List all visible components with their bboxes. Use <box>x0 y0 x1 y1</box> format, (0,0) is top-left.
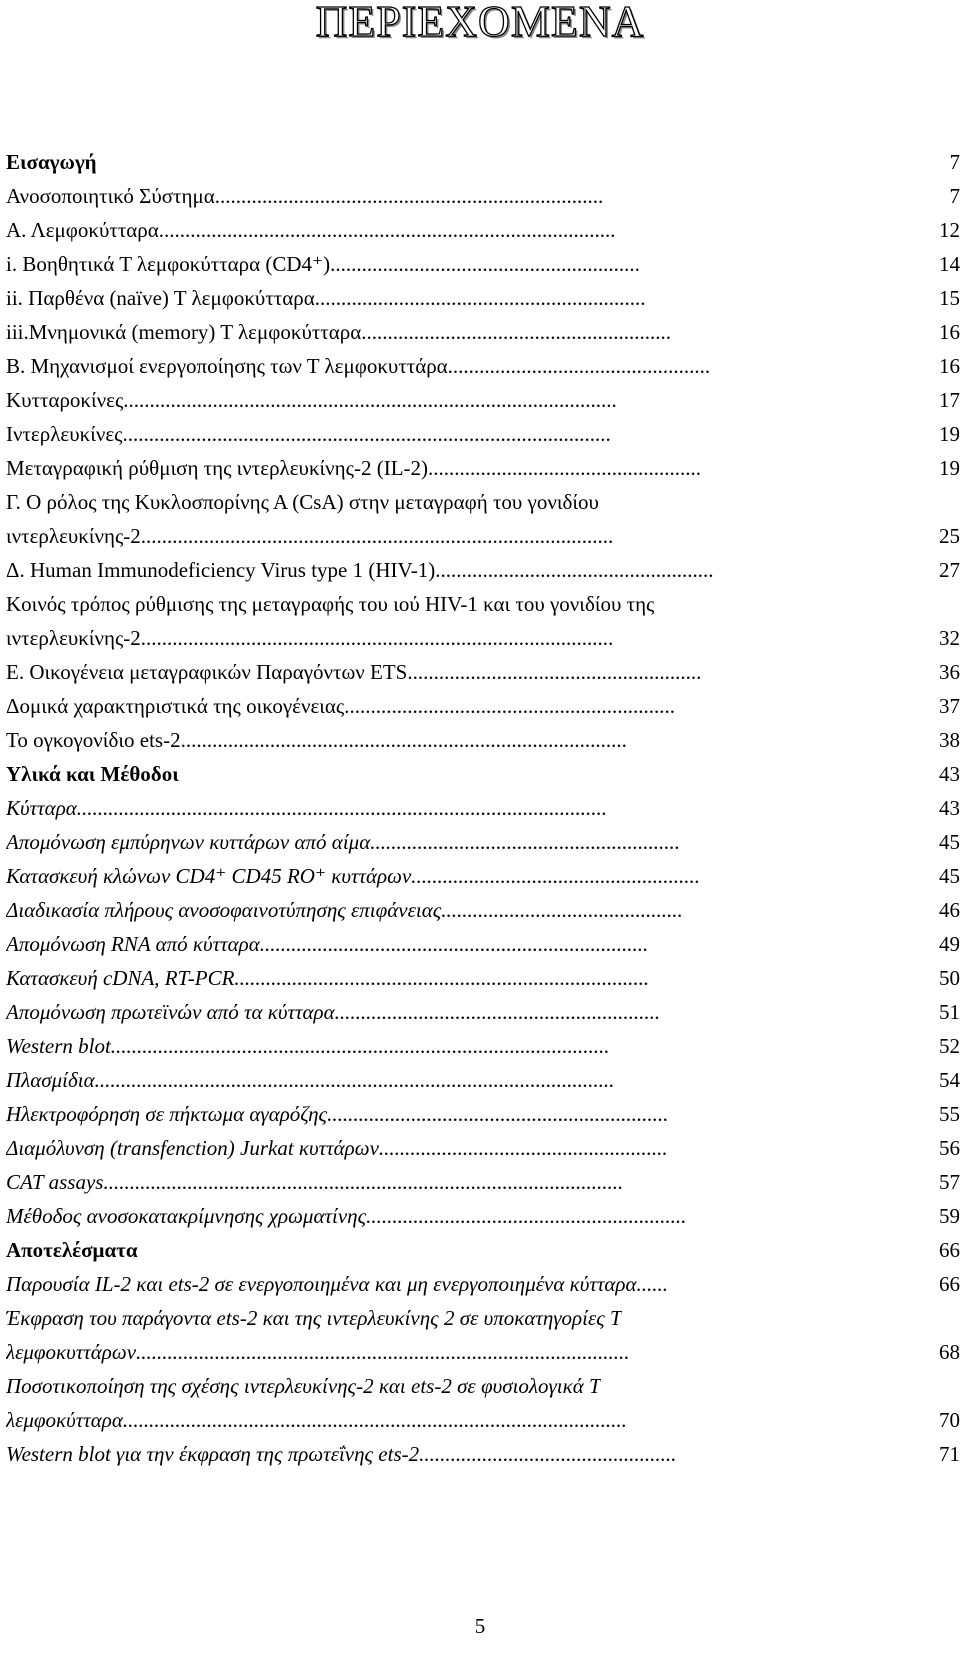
toc-entry-title: Απομόνωση RNA από κύτταρα.......................................................................... <box>6 932 649 956</box>
toc-entry-page: 17 <box>939 388 960 412</box>
toc-entry <box>6 1233 960 1267</box>
toc-entry-page: 45 <box>939 830 960 854</box>
toc-entry <box>6 451 960 485</box>
toc-entry-title: ιντερλευκίνης-2.......................................................................................... <box>6 626 614 650</box>
toc-entry-title: Κατασκευή cDNA, RT-PCR............................................................................... <box>6 966 650 990</box>
toc-entry <box>6 349 960 383</box>
toc-entry-page: 51 <box>939 1000 960 1024</box>
toc-entry <box>6 1063 960 1097</box>
page-number: 5 <box>474 1614 486 1638</box>
toc-entry-page: 43 <box>939 762 960 786</box>
toc-entry-page: 36 <box>939 660 960 684</box>
toc-entry <box>6 825 960 859</box>
toc-entry-page: 25 <box>939 524 960 548</box>
toc-entry <box>6 1165 960 1199</box>
toc-entry <box>6 179 960 213</box>
toc-entry <box>6 417 960 451</box>
toc-entry-title: ιντερλευκίνης-2.......................................................................................... <box>6 524 614 548</box>
toc-entry-title: Δ. Human Immunodeficiency Virus type 1 (HIV-1)..................................................... <box>6 558 714 582</box>
toc-entry <box>6 1301 960 1335</box>
toc-entry <box>6 1267 960 1301</box>
toc-entry-title: Κατασκευή κλώνων CD4⁺ CD45 RO⁺ κυττάρων....................................................... <box>6 864 701 888</box>
toc-entry-page: 27 <box>939 558 960 582</box>
toc-entry <box>6 791 960 825</box>
toc-entry-title: Διαμόλυνση (transfenction) Jurkat κυττάρων....................................................... <box>6 1136 668 1160</box>
toc-entry-page: 19 <box>939 422 960 446</box>
toc-entry-page: 49 <box>939 932 960 956</box>
toc-entry-page: 46 <box>939 898 960 922</box>
toc-entry <box>6 893 960 927</box>
toc-entry <box>6 1097 960 1131</box>
toc-entry-title: Εισαγωγή <box>6 150 97 174</box>
toc-entry-title: λεμφοκύτταρα................................................................................................ <box>6 1408 627 1432</box>
toc-entry <box>6 1199 960 1233</box>
toc-entry <box>6 519 960 553</box>
toc-entry-title: Το ογκογονίδιο ets-2..................................................................................... <box>6 728 627 752</box>
toc-entry <box>6 961 960 995</box>
toc-entry-page: 66 <box>939 1238 960 1262</box>
toc-entry <box>6 247 960 281</box>
toc-entry-title: i. Βοηθητικά Τ λεμφοκύτταρα (CD4⁺)........................................................... <box>6 252 640 276</box>
toc-entry-page: 14 <box>939 252 960 276</box>
toc-entry-page: 19 <box>939 456 960 480</box>
toc-entry <box>6 281 960 315</box>
toc-entry-title: Κύτταρα..................................................................................................... <box>6 796 608 820</box>
toc-entry-page: 43 <box>939 796 960 820</box>
toc-entry-title: Υλικά και Μέθοδοι <box>6 762 179 786</box>
toc-entry-title: Διαδικασία πλήρους ανοσοφαινοτύπησης επιφάνειας.............................................. <box>6 898 683 922</box>
toc-entry-title: ii. Παρθένα (naïve) Τ λεμφοκύτταρα............................................................... <box>6 286 646 310</box>
toc-entry-page: 12 <box>939 218 960 242</box>
toc-entry-page: 70 <box>939 1408 960 1432</box>
toc-entry-title: Δομικά χαρακτηριστικά της οικογένειας............................................................... <box>6 694 675 718</box>
toc-entry <box>6 315 960 349</box>
toc-entry <box>6 213 960 247</box>
toc-entry-title: Μέθοδος ανοσοκατακρίμνησης χρωματίνης............................................................. <box>6 1204 687 1228</box>
toc-entry-page: 7 <box>949 184 960 208</box>
toc-entry <box>6 485 960 519</box>
toc-entry <box>6 383 960 417</box>
toc-entry-title: Ε. Οικογένεια μεταγραφικών Παραγόντων ETS........................................................ <box>6 660 702 684</box>
toc-entry-title: λεμφοκυττάρων.............................................................................................. <box>6 1340 630 1364</box>
toc-entry-page: 56 <box>939 1136 960 1160</box>
toc-entry-page: 32 <box>939 626 960 650</box>
toc-entry-title: Γ. Ο ρόλος της Κυκλοσπορίνης Α (CsA) στην μεταγραφή του γονιδίου <box>6 490 599 514</box>
toc-entry-page: 16 <box>939 354 960 378</box>
toc-entry-title: Α. Λεμφοκύτταρα....................................................................................... <box>6 218 616 242</box>
toc-entry <box>6 689 960 723</box>
toc-entry-page: 37 <box>939 694 960 718</box>
toc-entry-page: 57 <box>939 1170 960 1194</box>
toc-entry-title: Β. Μηχανισμοί ενεργοποίησης των Τ λεμφοκυττάρα.................................................. <box>6 354 711 378</box>
toc-entry-page: 50 <box>939 966 960 990</box>
toc-entry <box>6 1369 960 1403</box>
toc-entry-page: 45 <box>939 864 960 888</box>
toc-entry-title: Ανοσοποιητικό Σύστημα.......................................................................... <box>6 184 604 208</box>
toc-entry <box>6 927 960 961</box>
toc-entry <box>6 1335 960 1369</box>
toc-entry-page: 54 <box>939 1068 960 1092</box>
toc-entry <box>6 723 960 757</box>
toc-entry-title: iii.Μνημονικά (memory) Τ λεμφοκύτταρα........................................................... <box>6 320 671 344</box>
toc-entry-page: 71 <box>939 1442 960 1466</box>
toc-entry <box>6 145 960 179</box>
toc-entry-title: CAT assays................................................................................................... <box>6 1170 624 1194</box>
toc-entry-title: Μεταγραφική ρύθμιση της ιντερλευκίνης-2 (IL-2).................................................... <box>6 456 702 480</box>
toc-entry-title: Ποσοτικοποίηση της σχέσης ιντερλευκίνης-2 και ets-2 σε φυσιολογικά Τ <box>6 1374 601 1398</box>
page-title: ΠΕΡΙΕΧΟΜΕΝΑ <box>315 0 645 46</box>
toc-entry-title: Παρουσία IL-2 και ets-2 σε ενεργοποιημένα και μη ενεργοποιημένα κύτταρα...... <box>6 1272 669 1296</box>
toc-entry <box>6 859 960 893</box>
toc-entry <box>6 1437 960 1471</box>
toc-entry <box>6 1029 960 1063</box>
toc-entry-page: 66 <box>939 1272 960 1296</box>
toc-entry-page: 7 <box>949 150 960 174</box>
toc-entry-title: Western blot............................................................................................... <box>6 1034 610 1058</box>
toc-entry-title: Απομόνωση πρωτεϊνών από τα κύτταρα.............................................................. <box>6 1000 661 1024</box>
toc-entry-page: 15 <box>939 286 960 310</box>
toc-entry <box>6 621 960 655</box>
toc-entry-page: 68 <box>939 1340 960 1364</box>
toc-entry <box>6 655 960 689</box>
toc-entry-title: Αποτελέσματα <box>6 1238 138 1262</box>
toc-entry <box>6 995 960 1029</box>
toc-entry-title: Κυτταροκίνες.............................................................................................. <box>6 388 617 412</box>
toc-entry-page: 38 <box>939 728 960 752</box>
toc-entry <box>6 757 960 791</box>
toc-entry-page: 16 <box>939 320 960 344</box>
toc-entry-title: Πλασμίδια................................................................................................... <box>6 1068 615 1092</box>
toc-entry-page: 55 <box>939 1102 960 1126</box>
toc-entry-title: Ηλεκτροφόρηση σε πήκτωμα αγαρόζης................................................................. <box>6 1102 669 1126</box>
toc-entry <box>6 587 960 621</box>
toc-entry-title: Έκφραση του παράγοντα ets-2 και της ιντερλευκίνης 2 σε υποκατηγορίες Τ <box>6 1306 622 1330</box>
toc-entry <box>6 553 960 587</box>
toc-entry-page: 52 <box>939 1034 960 1058</box>
toc-entry-title: Ιντερλευκίνες............................................................................................. <box>6 422 611 446</box>
toc-entry <box>6 1131 960 1165</box>
toc-entry-page: 59 <box>939 1204 960 1228</box>
toc-entry <box>6 1403 960 1437</box>
toc-entry-title: Κοινός τρόπος ρύθμισης της μεταγραφής του ιού HIV-1 και του γονιδίου της <box>6 592 655 616</box>
toc-entry-title: Western blot για την έκφραση της πρωτεΐνης ets-2................................................. <box>6 1442 677 1466</box>
toc-entry-title: Απομόνωση εμπύρηνων κυττάρων από αίμα........................................................... <box>6 830 680 854</box>
